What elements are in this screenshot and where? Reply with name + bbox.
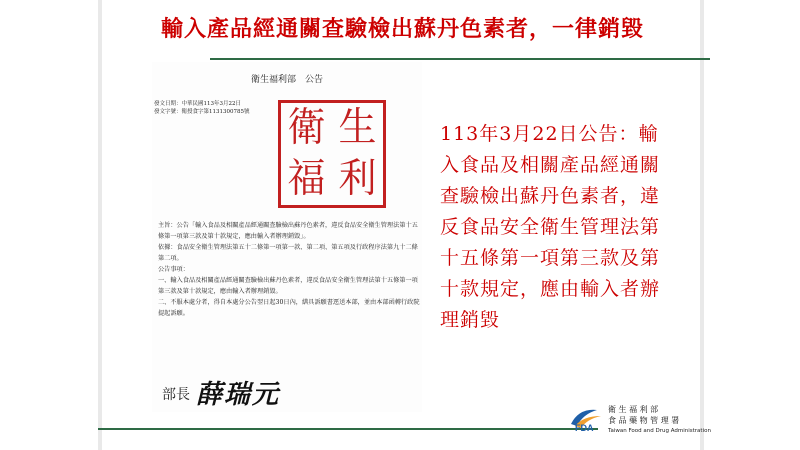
org-line-1: 衛 生 福 利 部 bbox=[608, 405, 659, 414]
seal-char: 生 bbox=[338, 103, 377, 151]
notice-items-heading: 公告事項： bbox=[158, 266, 189, 273]
footer-divider bbox=[98, 428, 598, 430]
notice-body bbox=[158, 220, 420, 319]
notice-header: 衛生福利部 公告 bbox=[250, 75, 323, 85]
scanned-notice bbox=[152, 62, 422, 412]
minister-label: 部長 bbox=[162, 387, 190, 403]
org-english: Taiwan Food and Drug Administration bbox=[608, 428, 711, 434]
notice-subject: 主旨：公告「輸入食品及相關產品經通關查驗檢出蘇丹色素者，違反食品安全衛生管理法第十五條第一項第三款及第十款規定，應由輸入者辦理銷毀」。 bbox=[158, 222, 418, 240]
organization-name bbox=[608, 405, 711, 437]
issue-date: 發文日期：中華民國113年3月22日 bbox=[154, 101, 241, 107]
notice-basis: 依據：食品安全衛生管理法第五十二條第一項第一款、第二項、第五項及行政程序法第九十二條第二項。 bbox=[158, 244, 418, 262]
notice-meta bbox=[154, 100, 250, 116]
org-line-2: 食 品 藥 物 管 理 署 bbox=[608, 415, 680, 425]
notice-item-2: 二、不服本處分者，得自本處分公告翌日起30日內，繕具訴願書逕送本部，並由本部函轉行政院提起訴願。 bbox=[158, 299, 420, 317]
notice-item-1: 一、輸入食品及相關產品經通關查驗檢出蘇丹色素者，違反食品安全衛生管理法第十五條第一項第三款及第十款規定，應由輸入者辦理銷毀。 bbox=[158, 277, 418, 295]
fda-logo-text: FDA bbox=[575, 423, 594, 432]
slide-title: 輸入產品經通關查驗檢出蘇丹色素者，一律銷毀 bbox=[160, 16, 644, 42]
issue-number: 發文字號：衛授食字第1131300785號 bbox=[154, 109, 250, 115]
announcement-text: 113年3月22日公告：輸入食品及相關產品經通關查驗檢出蘇丹色素者，違反食品安全衛生管理法第十五條第一項第三款及第十款規定，應由輸入者辦理銷毀 bbox=[440, 123, 661, 331]
seal-char: 利 bbox=[338, 154, 377, 202]
seal-char: 衛 bbox=[287, 103, 326, 151]
seal-char: 福 bbox=[287, 154, 326, 202]
title-divider bbox=[210, 58, 710, 60]
official-seal bbox=[278, 100, 386, 208]
fda-logo-icon bbox=[567, 404, 607, 432]
slide-left-border bbox=[98, 0, 102, 450]
slide-right-border bbox=[700, 0, 704, 450]
minister-signature: 薛瑞元 bbox=[196, 380, 281, 410]
